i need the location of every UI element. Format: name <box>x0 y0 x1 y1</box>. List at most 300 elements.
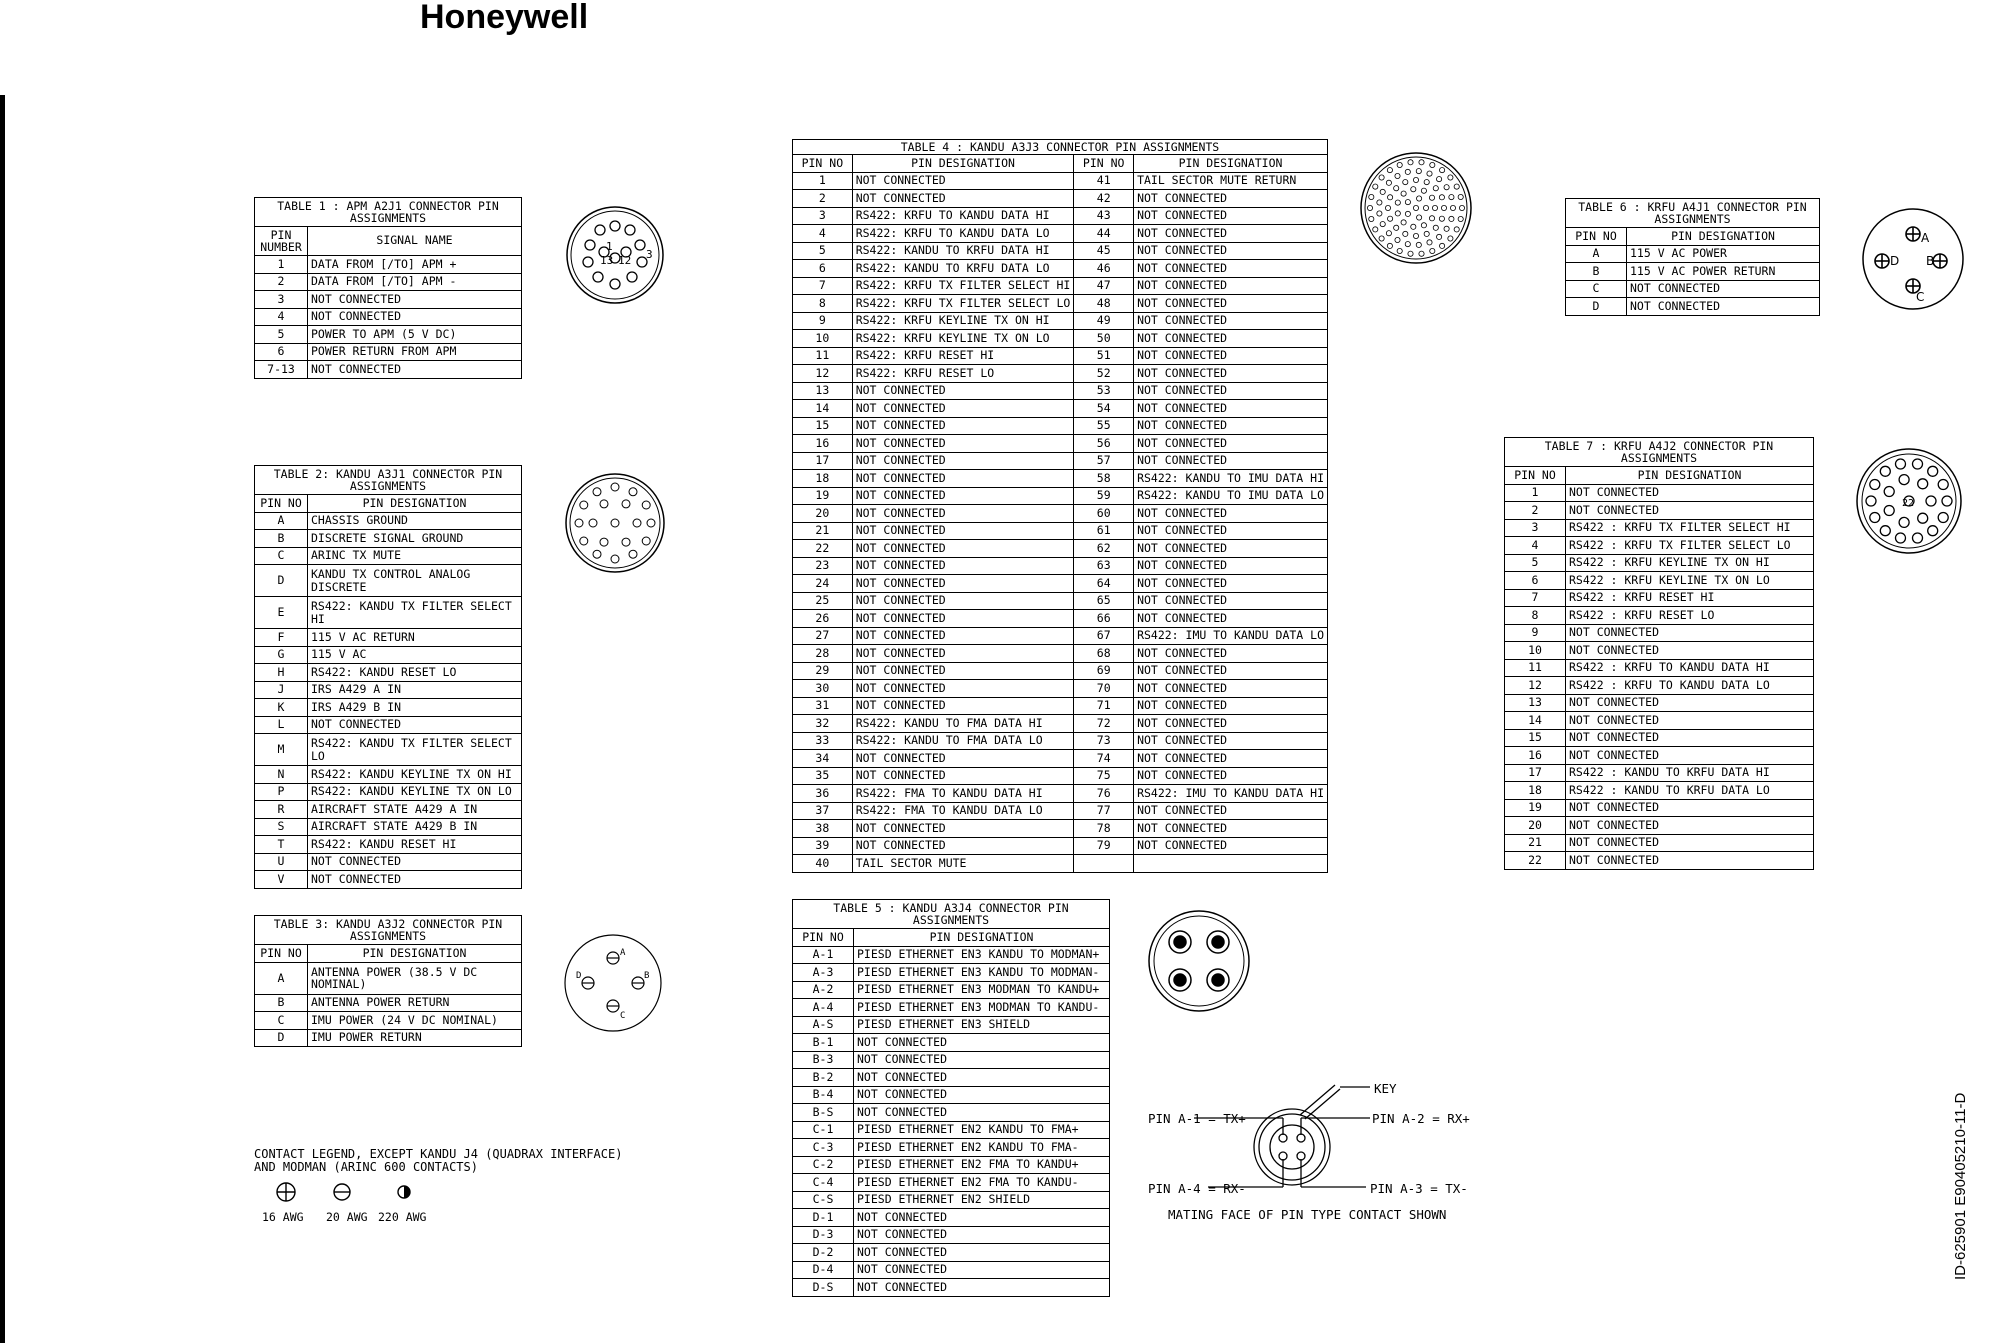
pin-designation-cell: RS422: KANDU TO IMU DATA HI <box>1134 470 1328 488</box>
kandu-a3j4-connector-icon <box>1144 906 1254 1016</box>
pin-designation-cell: NOT CONNECTED <box>1134 662 1328 680</box>
pin-a1-label: PIN A-1 = TX+ <box>1148 1111 1246 1126</box>
pin-designation-cell: ANTENNA POWER RETURN <box>308 994 522 1012</box>
table-row <box>793 1104 1110 1122</box>
table-row <box>255 836 522 854</box>
connector-pin <box>1417 196 1422 201</box>
krfu-j1-pin-label: D <box>1890 254 1900 268</box>
pin-number-cell: A-S <box>793 1016 854 1034</box>
pin-designation-cell: PIESD ETHERNET EN2 FMA TO KANDU+ <box>854 1156 1110 1174</box>
table-row <box>255 326 522 344</box>
connector-pin <box>1395 173 1400 178</box>
pin-designation-cell: RS422: FMA TO KANDU DATA LO <box>852 802 1074 820</box>
table-row <box>255 343 522 361</box>
connector-pin <box>1411 187 1416 192</box>
connector-pin <box>1918 513 1928 523</box>
pin-designation-cell: NOT CONNECTED <box>852 470 1074 488</box>
pin-designation-cell: NOT CONNECTED <box>1627 280 1820 298</box>
pin-designation-cell: NOT CONNECTED <box>1134 312 1328 330</box>
pin-designation-cell: RS422: KRFU TO KANDU DATA HI <box>852 207 1074 225</box>
pin-designation-cell: NOT CONNECTED <box>1134 330 1328 348</box>
pin-designation-cell: NOT CONNECTED <box>852 557 1074 575</box>
connector-pin <box>1388 216 1393 221</box>
pin-designation-cell: RS422: KRFU KEYLINE TX ON HI <box>852 312 1074 330</box>
pin-number-cell: B <box>255 994 308 1012</box>
col-header-designation: PIN DESIGNATION <box>852 155 1074 173</box>
pin-number-cell: 13 <box>793 382 853 400</box>
pin-number-cell: 5 <box>255 326 308 344</box>
left-margin-bar <box>0 95 5 1343</box>
pin-designation-cell: POWER RETURN FROM APM <box>308 343 522 361</box>
table-row <box>255 664 522 682</box>
connector-pin <box>1397 248 1402 253</box>
col-header-designation: PIN DESIGNATION <box>308 945 522 963</box>
pin-number-cell: 31 <box>793 697 853 715</box>
connector-pin <box>1421 188 1426 193</box>
table-7-krfu-a4j2 <box>1504 437 1814 870</box>
connector-pin <box>1870 480 1880 490</box>
pin-designation-cell: NOT CONNECTED <box>1566 729 1814 747</box>
table-row <box>255 256 522 274</box>
connector-pin <box>1397 162 1402 167</box>
table-title: TABLE 2: KANDU A3J1 CONNECTOR PIN ASSIGNMENTS <box>255 466 522 495</box>
pin-number-cell: 52 <box>1074 365 1134 383</box>
pin-number-cell: 15 <box>1505 729 1566 747</box>
pin-number-cell: 21 <box>793 522 853 540</box>
table-row <box>793 540 1328 558</box>
pin-number-cell: 7 <box>1505 589 1566 607</box>
pin-number-cell: 58 <box>1074 470 1134 488</box>
table-row <box>255 629 522 647</box>
pin-number-cell: 63 <box>1074 557 1134 575</box>
col-header-pin: PIN NO <box>793 155 853 173</box>
pin-designation-cell: NOT CONNECTED <box>1134 732 1328 750</box>
connector-pin <box>1419 160 1424 165</box>
j2-pin-label: D <box>576 971 582 981</box>
table-row <box>255 308 522 326</box>
connector-pin <box>1433 225 1438 230</box>
col-header-pin: PIN NUMBER <box>255 227 308 256</box>
pin-designation-cell: NOT CONNECTED <box>852 837 1074 855</box>
connector-pin <box>1405 242 1410 247</box>
legend-220awg: 220 AWG <box>378 1210 427 1224</box>
pin-number-cell: D-S <box>793 1279 854 1297</box>
connector-pin <box>642 537 650 545</box>
table-row <box>793 487 1328 505</box>
pin-designation-cell: PIESD ETHERNET EN3 MODMAN TO KANDU- <box>854 999 1110 1017</box>
pin-designation-cell: RS422: KRFU TX FILTER SELECT LO <box>852 295 1074 313</box>
pin-number-cell: B-1 <box>793 1034 854 1052</box>
col-header-pin: PIN NO <box>1505 467 1566 485</box>
pin-number-cell: A-2 <box>793 981 854 999</box>
pin-number-cell: 23 <box>793 557 853 575</box>
table-row <box>793 1069 1110 1087</box>
krfu-j1-pin-label: A <box>1921 231 1930 245</box>
col-header-pin-2: PIN NO <box>1074 155 1134 173</box>
connector-pin <box>1403 231 1408 236</box>
pin-designation-cell: NOT CONNECTED <box>1134 190 1328 208</box>
connector-pin <box>1454 227 1459 232</box>
table-row <box>793 1174 1110 1192</box>
table-row <box>793 470 1328 488</box>
pin-designation-cell: NOT CONNECTED <box>1566 502 1814 520</box>
pin-number-cell: 1 <box>255 256 308 274</box>
pin-designation-cell: CHASSIS GROUND <box>308 512 522 530</box>
pin-designation-cell: RS422: KANDU RESET LO <box>308 664 522 682</box>
pin-number-cell: 45 <box>1074 242 1134 260</box>
pin-designation-cell: NOT CONNECTED <box>308 361 522 379</box>
pin-number-cell: D <box>255 1029 308 1047</box>
connector-pin <box>1437 177 1442 182</box>
pin-designation-cell: NOT CONNECTED <box>1134 225 1328 243</box>
connector-pin <box>1388 195 1393 200</box>
pin-number-cell: 19 <box>793 487 853 505</box>
pin-number-cell: 8 <box>793 295 853 313</box>
pin-number-cell: 27 <box>793 627 853 645</box>
pin-designation-cell: NOT CONNECTED <box>1566 694 1814 712</box>
table-row <box>793 1156 1110 1174</box>
pin-designation-cell: NOT CONNECTED <box>854 1034 1110 1052</box>
table-row <box>793 645 1328 663</box>
pin-number-cell: 21 <box>1505 834 1566 852</box>
table-row <box>1566 263 1820 281</box>
connector-pin <box>1429 216 1434 221</box>
table-row <box>1505 589 1814 607</box>
col-header-designation: PIN DESIGNATION <box>854 929 1110 947</box>
pin-designation-cell: RS422: KRFU TX FILTER SELECT HI <box>852 277 1074 295</box>
connector-pin <box>1870 513 1880 523</box>
pin-number-cell: 55 <box>1074 417 1134 435</box>
pin-designation-cell: NOT CONNECTED <box>852 575 1074 593</box>
pin-designation-cell: NOT CONNECTED <box>852 767 1074 785</box>
connector-pin <box>1373 227 1378 232</box>
table-row <box>255 871 522 889</box>
pin-number-cell: 1 <box>1505 484 1566 502</box>
pin-designation-cell: RS422: IMU TO KANDU DATA HI <box>1134 785 1328 803</box>
pin-designation-cell: NOT CONNECTED <box>1134 452 1328 470</box>
table-row <box>255 783 522 801</box>
table-title: TABLE 4 : KANDU A3J3 CONNECTOR PIN ASSIGNMENTS <box>793 140 1328 155</box>
table-row <box>793 1016 1110 1034</box>
connector-pin <box>622 538 630 546</box>
table-row <box>255 699 522 717</box>
pin-number-cell: 7 <box>793 277 853 295</box>
pin-designation-cell: RS422: FMA TO KANDU DATA HI <box>852 785 1074 803</box>
pin-number-cell: 34 <box>793 750 853 768</box>
pin-designation-cell: NOT CONNECTED <box>1134 680 1328 698</box>
pin-number-cell: C-S <box>793 1191 854 1209</box>
pin-designation-cell: NOT CONNECTED <box>854 1086 1110 1104</box>
pin-designation-cell: RS422 : KRFU KEYLINE TX ON LO <box>1566 572 1814 590</box>
connector-pin <box>1440 168 1445 173</box>
pin-designation-cell: NOT CONNECTED <box>1566 624 1814 642</box>
pin-number-cell: 46 <box>1074 260 1134 278</box>
pin-designation-cell: RS422 : KRFU RESET HI <box>1566 589 1814 607</box>
connector-pin <box>580 501 588 509</box>
pin-number-cell: 3 <box>793 207 853 225</box>
pin-number-cell: U <box>255 853 308 871</box>
pin-number-cell: A-3 <box>793 964 854 982</box>
connector-pin <box>1884 487 1894 497</box>
connector-pin <box>1439 216 1444 221</box>
table-row <box>255 646 522 664</box>
table-row <box>793 767 1328 785</box>
table-row <box>793 732 1328 750</box>
pin-designation-cell: RS422 : KRFU RESET LO <box>1566 607 1814 625</box>
pin-number-cell: 4 <box>793 225 853 243</box>
pin-number-cell: 30 <box>793 680 853 698</box>
pin-number-cell: 5 <box>793 242 853 260</box>
pin-designation-cell: NOT CONNECTED <box>1134 207 1328 225</box>
pin-number-cell: 20 <box>793 505 853 523</box>
pin-designation-cell: NOT CONNECTED <box>1134 277 1328 295</box>
pin-number-cell: 65 <box>1074 592 1134 610</box>
pin-designation-cell: NOT CONNECTED <box>852 627 1074 645</box>
table-row <box>1566 245 1820 263</box>
pin-number-cell: 71 <box>1074 697 1134 715</box>
pin-number-cell: 59 <box>1074 487 1134 505</box>
pin-designation-cell: NOT CONNECTED <box>854 1279 1110 1297</box>
legend-text: CONTACT LEGEND, EXCEPT KANDU J4 (QUADRAX INTERFACE) AND MODMAN (ARINC 600 CONTACTS) <box>254 1147 623 1175</box>
table-row <box>793 680 1328 698</box>
connector-pin <box>1405 169 1410 174</box>
pin-number-cell: 36 <box>793 785 853 803</box>
honeywell-logo: Honeywell <box>420 0 589 36</box>
j2-pin-label: B <box>644 971 650 981</box>
table-row <box>793 400 1328 418</box>
pin-designation-cell: NOT CONNECTED <box>1134 837 1328 855</box>
pin-number-cell: S <box>255 818 308 836</box>
pin-designation-cell: RS422: KANDU TO FMA DATA HI <box>852 715 1074 733</box>
pin-designation-cell: NOT CONNECTED <box>1627 298 1820 316</box>
table-row <box>255 512 522 530</box>
pin-designation-cell: NOT CONNECTED <box>1566 834 1814 852</box>
pin-number-cell: 8 <box>1505 607 1566 625</box>
table-row <box>793 610 1328 628</box>
pin-number-cell: 64 <box>1074 575 1134 593</box>
table-row <box>793 1121 1110 1139</box>
pin-designation-cell: NOT CONNECTED <box>852 820 1074 838</box>
pin-number-cell: 19 <box>1505 799 1566 817</box>
pin-designation-cell: TAIL SECTOR MUTE <box>852 855 1074 873</box>
table-row <box>1505 502 1814 520</box>
table-row <box>793 435 1328 453</box>
pin-number-cell: 47 <box>1074 277 1134 295</box>
pin-number-cell: B <box>1566 263 1627 281</box>
table-row <box>793 1226 1110 1244</box>
pin-number-cell: 48 <box>1074 295 1134 313</box>
pin-designation-cell: RS422: KRFU RESET LO <box>852 365 1074 383</box>
connector-pin <box>1395 200 1400 205</box>
table-6-krfu-a4j1 <box>1565 198 1820 316</box>
pin-number-cell: 12 <box>793 365 853 383</box>
pin-designation-cell: RS422 : KRFU TO KANDU DATA HI <box>1566 659 1814 677</box>
pin-number-cell: 18 <box>1505 782 1566 800</box>
pin-number-cell: C-2 <box>793 1156 854 1174</box>
pin-designation-cell: NOT CONNECTED <box>852 452 1074 470</box>
pin-number-cell: 22 <box>1505 852 1566 870</box>
apm-pin-label: 1 <box>606 240 613 253</box>
table-row <box>793 820 1328 838</box>
pin-designation-cell: RS422: KRFU RESET HI <box>852 347 1074 365</box>
pin-designation-cell: NOT CONNECTED <box>852 400 1074 418</box>
pin-designation-cell: NOT CONNECTED <box>1134 295 1328 313</box>
pin-number-cell: 13 <box>1505 694 1566 712</box>
pin-number-cell: 32 <box>793 715 853 733</box>
table-row <box>793 802 1328 820</box>
connector-pin <box>1394 186 1399 191</box>
pin-number-cell: C <box>255 547 308 565</box>
pin-designation-cell: NOT CONNECTED <box>852 505 1074 523</box>
table-row <box>793 855 1328 873</box>
table-title: TABLE 3: KANDU A3J2 CONNECTOR PIN ASSIGNMENTS <box>255 916 522 945</box>
connector-pin <box>1458 194 1463 199</box>
table-row <box>1505 729 1814 747</box>
table-row <box>1505 782 1814 800</box>
pin-designation-cell: NOT CONNECTED <box>1134 592 1328 610</box>
pin-a3-label: PIN A-3 = TX- <box>1370 1181 1468 1196</box>
pin-designation-cell: IRS A429 B IN <box>308 699 522 717</box>
connector-pin <box>1918 479 1928 489</box>
connector-pin <box>575 519 583 527</box>
pin-designation-cell: NOT CONNECTED <box>308 716 522 734</box>
contact-legend <box>254 1148 624 1174</box>
connector-pin <box>1377 200 1382 205</box>
pin-number-cell: 14 <box>1505 712 1566 730</box>
table-row <box>793 172 1328 190</box>
pin-number-cell: 4 <box>1505 537 1566 555</box>
table-row <box>793 1034 1110 1052</box>
pin-number-cell: 12 <box>1505 677 1566 695</box>
pin-number-cell: D-3 <box>793 1226 854 1244</box>
connector-pin <box>1411 224 1416 229</box>
table-row <box>793 662 1328 680</box>
pin-designation-cell: NOT CONNECTED <box>852 190 1074 208</box>
apm-pin-label: 3 <box>646 248 653 261</box>
table-row <box>1505 764 1814 782</box>
col-header-pin: PIN NO <box>255 945 308 963</box>
pin-designation-cell: NOT CONNECTED <box>852 487 1074 505</box>
table-row <box>793 785 1328 803</box>
pin-designation-cell: NOT CONNECTED <box>1134 417 1328 435</box>
connector-pin <box>633 519 641 527</box>
pin-designation-cell: NOT CONNECTED <box>1566 712 1814 730</box>
pin-designation-cell: NOT CONNECTED <box>308 308 522 326</box>
connector-pin <box>1439 195 1444 200</box>
table-title: TABLE 7 : KRFU A4J2 CONNECTOR PIN ASSIGNMENTS <box>1505 438 1814 467</box>
table-row <box>793 452 1328 470</box>
connector-pin <box>1369 194 1374 199</box>
table-row <box>793 697 1328 715</box>
pin-number-cell: 11 <box>1505 659 1566 677</box>
connector-pin <box>642 501 650 509</box>
pin-number-cell: 6 <box>255 343 308 361</box>
key-label: KEY <box>1374 1081 1397 1096</box>
connector-pin <box>1942 496 1952 506</box>
table-row <box>793 1051 1110 1069</box>
connector-pin <box>1449 195 1454 200</box>
connector-pin <box>1367 205 1372 210</box>
pin-designation-cell: KANDU TX CONTROL ANALOG DISCRETE <box>308 565 522 597</box>
table-row <box>1505 852 1814 870</box>
table-row <box>1505 537 1814 555</box>
pin-number-cell: 17 <box>793 452 853 470</box>
table-row <box>793 225 1328 243</box>
table-row <box>793 1086 1110 1104</box>
pin-number-cell: 26 <box>793 610 853 628</box>
pin-number-cell: 25 <box>793 592 853 610</box>
connector-pin <box>1440 243 1445 248</box>
pin-number-cell: 10 <box>793 330 853 348</box>
table-row <box>255 291 522 309</box>
pin-number-cell: 79 <box>1074 837 1134 855</box>
pin-designation-cell: NOT CONNECTED <box>1134 557 1328 575</box>
table-row <box>793 946 1110 964</box>
connector-pin <box>1417 215 1422 220</box>
krfu-a4j1-connector-icon <box>1858 204 1968 314</box>
pin-number-cell: C-1 <box>793 1121 854 1139</box>
connector-pin <box>1413 233 1418 238</box>
pin-designation-cell: RS422 : KRFU TO KANDU DATA LO <box>1566 677 1814 695</box>
pin-number-cell: L <box>255 716 308 734</box>
pin-number-cell: 2 <box>793 190 853 208</box>
table-row <box>793 999 1110 1017</box>
pin-designation-cell: NOT CONNECTED <box>852 540 1074 558</box>
pin-number-cell: 50 <box>1074 330 1134 348</box>
connector-pin <box>593 488 601 496</box>
pin-designation-cell: NOT CONNECTED <box>1134 540 1328 558</box>
pin-designation-cell: NOT CONNECTED <box>852 435 1074 453</box>
connector-pin <box>1896 533 1906 543</box>
pin-designation-cell: RS422: KRFU TO KANDU DATA LO <box>852 225 1074 243</box>
pin-number-cell: 37 <box>793 802 853 820</box>
table-row <box>793 365 1328 383</box>
legend-symbols <box>268 1178 448 1208</box>
table-row <box>793 837 1328 855</box>
connector-pin <box>1884 506 1894 516</box>
table-row <box>255 766 522 784</box>
table-row <box>793 190 1328 208</box>
mating-face-caption: MATING FACE OF PIN TYPE CONTACT SHOWN <box>1168 1207 1447 1222</box>
table-row <box>1505 572 1814 590</box>
pin-number-cell: 28 <box>793 645 853 663</box>
connector-pin <box>1459 205 1464 210</box>
connector-pin <box>1424 180 1429 185</box>
table-row <box>793 981 1110 999</box>
table-row <box>1505 484 1814 502</box>
connector-pin <box>1427 240 1432 245</box>
table-title: TABLE 6 : KRFU A4J1 CONNECTOR PIN ASSIGNMENTS <box>1566 199 1820 228</box>
connector-pin <box>1938 480 1948 490</box>
pin-number-cell: D-2 <box>793 1244 854 1262</box>
connector-pin <box>1395 237 1400 242</box>
table-row <box>1505 554 1814 572</box>
connector-pin <box>600 538 608 546</box>
connector-pin <box>1913 533 1923 543</box>
connector-pin <box>1373 184 1378 189</box>
connector-pin <box>622 500 630 508</box>
col-header-designation: PIN DESIGNATION <box>308 495 522 513</box>
connector-pin <box>1430 162 1435 167</box>
pin-number-cell: 43 <box>1074 207 1134 225</box>
pin-designation-cell: RS422: KANDU TO IMU DATA LO <box>1134 487 1328 505</box>
pin-designation-cell: PIESD ETHERNET EN2 KANDU TO FMA- <box>854 1139 1110 1157</box>
pin-designation-cell: NOT CONNECTED <box>1134 645 1328 663</box>
pin-number-cell: E <box>255 597 308 629</box>
pin-number-cell: 2 <box>255 273 308 291</box>
pin-number-cell: D <box>255 565 308 597</box>
connector-pin <box>1896 459 1906 469</box>
